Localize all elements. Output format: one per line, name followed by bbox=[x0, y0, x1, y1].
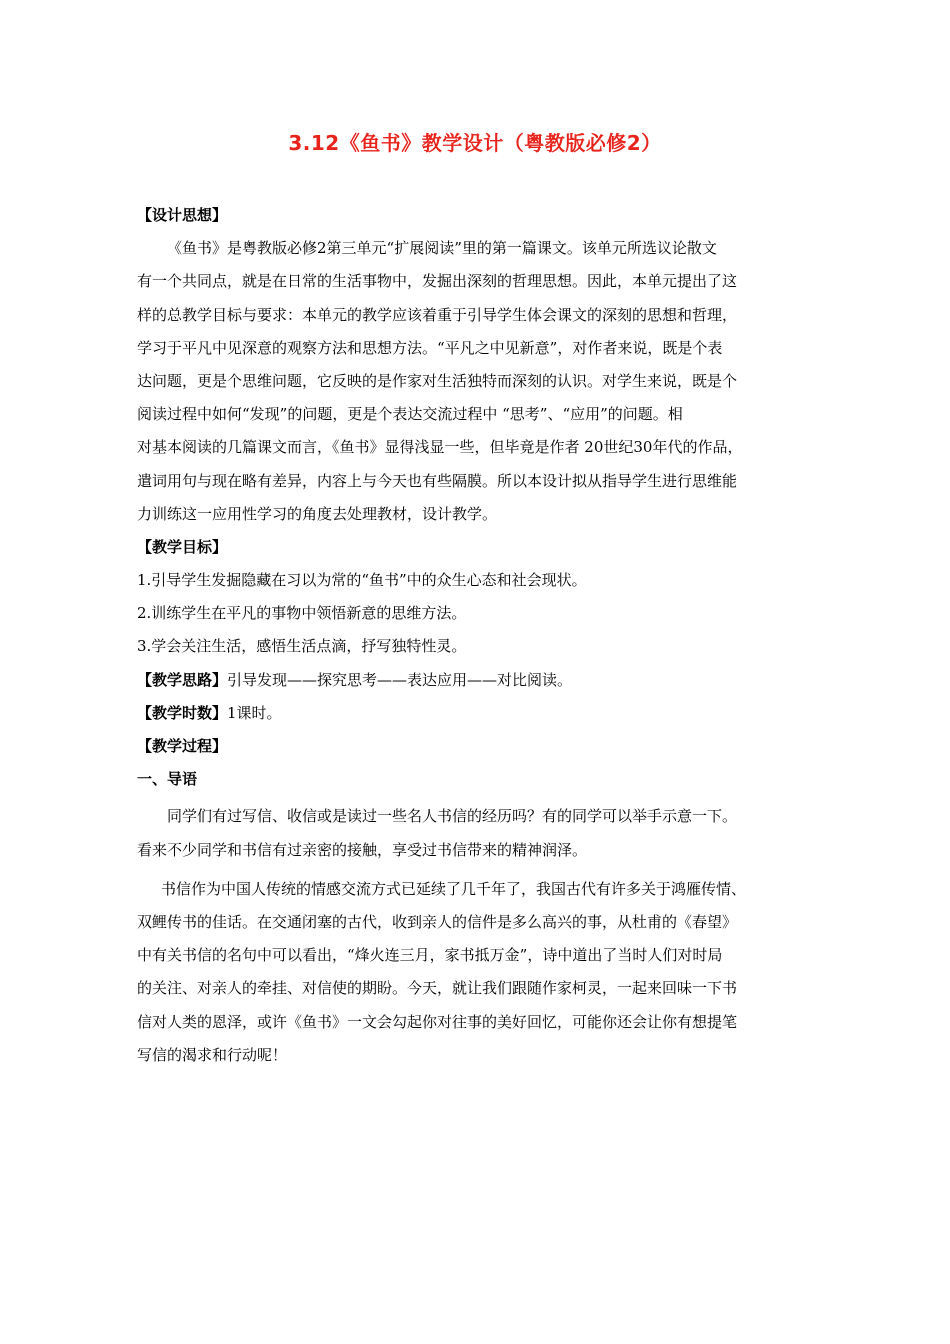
design-idea-heading: 【设计思想】 bbox=[137, 206, 228, 224]
paragraph-line: 达问题，更是个思维问题，它反映的是作家对生活独特而深刻的认识。对学生来说，既是个 bbox=[137, 371, 738, 390]
hours-line bbox=[137, 697, 817, 730]
paragraph-line: 看来不少同学和书信有过亲密的接触，享受过书信带来的精神润泽。 bbox=[137, 840, 588, 859]
hours-text: 1课时。 bbox=[227, 703, 282, 722]
paragraph-line: 遣词用句与现在略有差异，内容上与今天也有些隔膜。所以本设计拟从指导学生进行思维能 bbox=[137, 471, 738, 490]
document-title: 3.12《鱼书》教学设计（粤教版必修2） bbox=[288, 131, 662, 155]
goals-heading: 【教学目标】 bbox=[137, 537, 228, 556]
hours-heading: 【教学时数】 bbox=[137, 703, 228, 722]
paragraph-line: 同学们有过写信、收信或是读过一些名人书信的经历吗？有的同学可以举手示意一下。 bbox=[167, 807, 738, 826]
approach-text: 引导发现——探究思考——表达应用——对比阅读。 bbox=[227, 670, 573, 689]
paragraph-line: 中有关书信的名句中可以看出，“烽火连三月，家书抵万金”，诗中道出了当时人们对时局 bbox=[137, 946, 723, 965]
paragraph-line: 《鱼书》是粤教版必修2第三单元“扩展阅读”里的第一篇课文。该单元所选议论散文 bbox=[167, 239, 717, 258]
document-body bbox=[137, 199, 817, 1072]
paragraph-line: 双鲤传书的佳话。在交通闭塞的古代，收到亲人的信件是多么高兴的事，从杜甫的《春望》 bbox=[137, 912, 738, 931]
paragraph-line: 有一个共同点，就是在日常的生活事物中，发掘出深刻的哲理思想。因此，本单元提出了这 bbox=[137, 272, 738, 291]
paragraph-line: 书信作为中国人传统的情感交流方式已延续了几千年了，我国古代有许多关于鸿雁传情、 bbox=[161, 879, 747, 898]
paragraph-line: 对基本阅读的几篇课文而言，《鱼书》显得浅显一些，但毕竟是作者 20世纪30年代的作品， bbox=[137, 438, 743, 457]
goal-item: 3.学会关注生活，感悟生活点滴，抒写独特性灵。 bbox=[137, 637, 467, 656]
approach-heading: 【教学思路】 bbox=[137, 670, 228, 689]
paragraph-line: 信对人类的恩泽，或许《鱼书》一文会勾起你对往事的美好回忆，可能你还会让你有想提笔 bbox=[137, 1012, 738, 1031]
goal-item: 1.引导学生发掘隐藏在习以为常的“鱼书”中的众生心态和社会现状。 bbox=[137, 571, 587, 590]
paragraph-line: 样的总教学目标与要求：本单元的教学应该着重于引导学生体会课文的深刻的思想和哲理， bbox=[137, 305, 738, 324]
paragraph-line: 学习于平凡中见深意的观察方法和思想方法。“平凡之中见新意”，对作者来说，既是个表 bbox=[137, 338, 723, 357]
process-heading: 【教学过程】 bbox=[137, 737, 228, 755]
paragraph-line: 阅读过程中如何“发现”的问题，更是个表达交流过程中 “思考”、“应用”的问题。相 bbox=[137, 405, 683, 424]
approach-line bbox=[137, 664, 817, 697]
goal-item: 2.训练学生在平凡的事物中领悟新意的思维方法。 bbox=[137, 604, 467, 623]
section-heading: 一、导语 bbox=[137, 770, 198, 789]
paragraph-line: 力训练这一应用性学习的角度去处理教材，设计教学。 bbox=[137, 504, 498, 523]
paragraph-line: 的关注、对亲人的牵挂、对信使的期盼。今天，就让我们跟随作家柯灵，一起来回味一下书 bbox=[137, 979, 738, 998]
paragraph-line: 写信的渴求和行动呢！ bbox=[137, 1045, 288, 1064]
